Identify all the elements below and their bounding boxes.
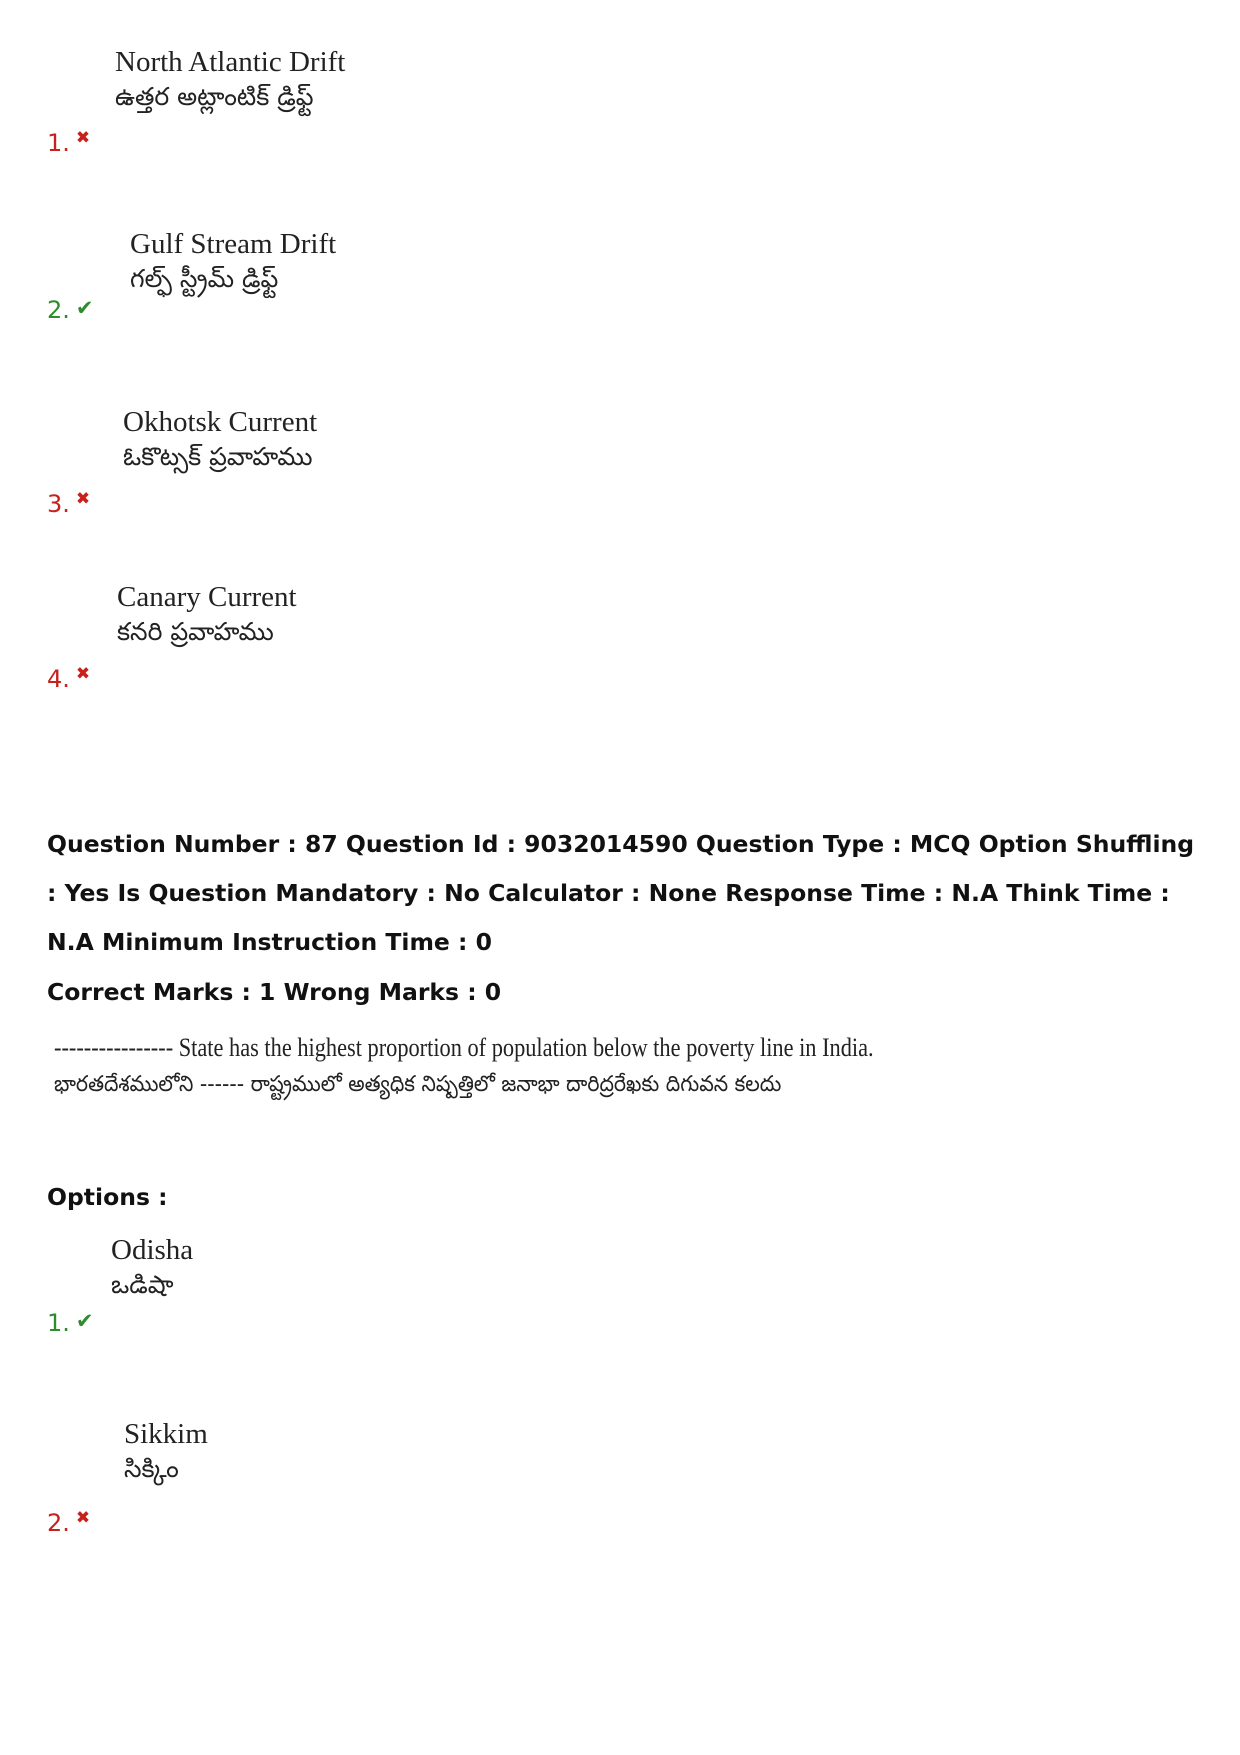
option-image [111, 1233, 193, 1303]
option-text-telugu: కనరి ప్రవాహము [117, 617, 274, 646]
option-image [130, 227, 336, 297]
option-text-telugu: సిక్కిం [124, 1454, 179, 1483]
option-number: 1. [47, 1309, 70, 1337]
option-text-english: Okhotsk Current [123, 406, 318, 438]
option-text-telugu: గల్ఫ్ స్ట్రీమ్ డ్రిఫ్ట్ [130, 264, 279, 293]
option-number: 1. [47, 129, 70, 157]
option-number: 2. [47, 1509, 70, 1537]
option-marker [47, 485, 90, 518]
option-image [124, 1417, 208, 1487]
option-text-english: North Atlantic Drift [115, 46, 346, 78]
option-image [123, 405, 317, 475]
option-text-english: Gulf Stream Drift [130, 228, 337, 260]
check-icon: ✔ [75, 296, 94, 320]
option-number: 2. [47, 296, 70, 324]
option-text-telugu: ఉత్తర అట్లాంటిక్ డ్రిఫ్ట్ [115, 82, 314, 111]
option-number: 3. [47, 490, 70, 518]
option-marker [47, 294, 94, 324]
option-number: 4. [47, 665, 70, 693]
cross-icon: ✖ [75, 489, 91, 509]
question-text-image [54, 1030, 914, 1105]
option-marker [47, 1504, 90, 1537]
option-text-telugu: ఒడిషా [111, 1270, 174, 1299]
cross-icon: ✖ [75, 664, 91, 684]
option-text-telugu: ఓకొట్సక్ ప్రవాహము [123, 442, 313, 471]
option-marker [47, 660, 90, 693]
option-marker [47, 124, 90, 157]
option-text-english: Canary Current [117, 581, 297, 613]
cross-icon: ✖ [75, 128, 91, 148]
check-icon: ✔ [75, 1309, 94, 1333]
option-image [117, 580, 297, 650]
options-label: Options : [47, 1183, 168, 1211]
question-marks: Correct Marks : 1 Wrong Marks : 0 [47, 978, 502, 1006]
option-marker [47, 1307, 94, 1337]
option-text-english: Sikkim [124, 1418, 208, 1450]
question-meta: Question Number : 87 Question Id : 9032014590 Question Type : MCQ Option Shuffling : Yes Is Question Mandatory : No Calculator : None Response Time : N.A Think Time : N.A Minimum Instruction Time : 0 [47, 830, 1195, 956]
option-text-english: Odisha [111, 1234, 194, 1266]
option-image [115, 45, 345, 115]
question-text-telugu: భారతదేశములోని ------ రాష్ట్రములో అత్యధిక నిష్పత్తిలో జనాభా దారిద్రరేఖకు దిగువన కలదు [54, 1072, 782, 1097]
cross-icon: ✖ [75, 1508, 91, 1528]
question-text-english: ---------------- State has the highest proportion of population below the poverty line in India. [54, 1033, 874, 1062]
